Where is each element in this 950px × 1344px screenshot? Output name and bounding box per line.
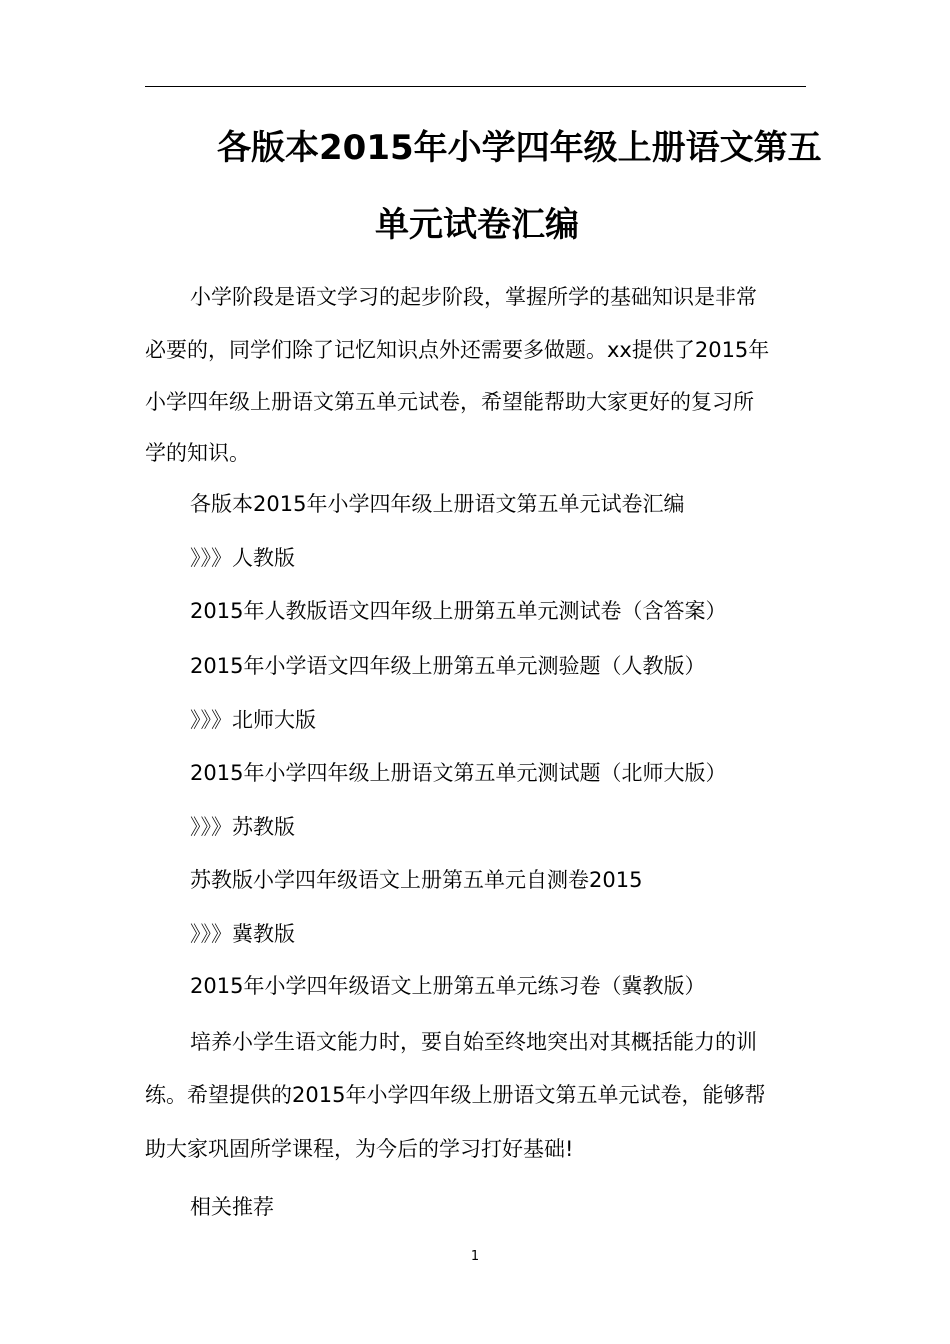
section-heading-jijiao: 》》》冀教版 [190,922,295,946]
closing-line-1: 培养小学生语文能力时，要自始至终地突出对其概括能力的训 [190,1030,757,1054]
intro-line-4: 学的知识。 [145,441,250,465]
closing-line-2: 练。希望提供的2015年小学四年级上册语文第五单元试卷，能够帮 [145,1083,766,1107]
document-title-line-2: 单元试卷汇编 [375,205,579,245]
intro-line-2: 必要的，同学们除了记忆知识点外还需要多做题。xx提供了2015年 [145,338,770,362]
page-number: 1 [470,1249,480,1264]
list-item: 2015年人教版语文四年级上册第五单元测试卷（含答案） [190,599,727,623]
closing-line-3: 助大家巩固所学课程，为今后的学习打好基础! [145,1137,574,1161]
list-item: 2015年小学四年级上册语文第五单元测试题（北师大版） [190,761,727,785]
intro-line-1: 小学阶段是语文学习的起步阶段，掌握所学的基础知识是非常 [190,285,757,309]
section-heading-sujiao: 》》》苏教版 [190,815,295,839]
document-title-line-1: 各版本2015年小学四年级上册语文第五 [217,128,822,168]
related-label: 相关推荐 [190,1195,274,1219]
header-rule [145,86,806,87]
list-item: 2015年小学语文四年级上册第五单元测验题（人教版） [190,654,706,678]
section-heading-beishida: 》》》北师大版 [190,708,316,732]
intro-line-3: 小学四年级上册语文第五单元试卷，希望能帮助大家更好的复习所 [145,390,754,414]
collection-title: 各版本2015年小学四年级上册语文第五单元试卷汇编 [190,492,685,516]
list-item: 苏教版小学四年级语文上册第五单元自测卷2015 [190,868,643,892]
section-heading-renjiao: 》》》人教版 [190,546,295,570]
list-item: 2015年小学四年级语文上册第五单元练习卷（冀教版） [190,974,706,998]
